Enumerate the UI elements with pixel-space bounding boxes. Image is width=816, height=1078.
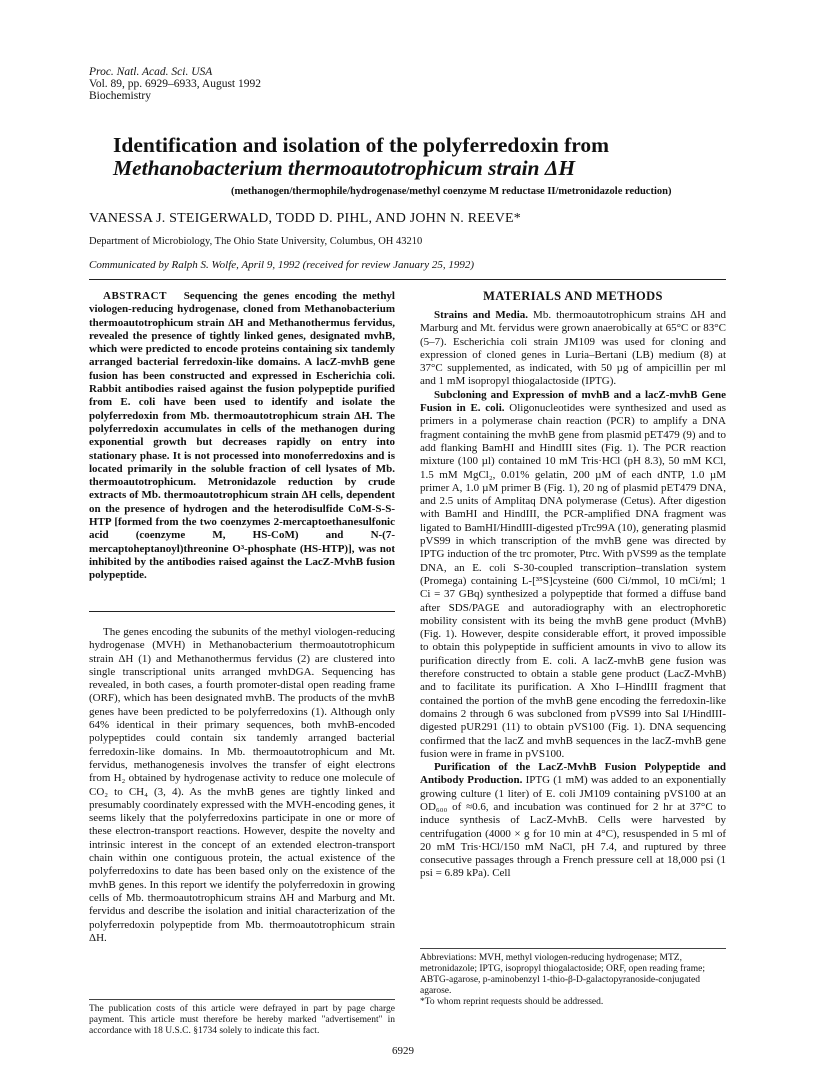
methods-subhead: Subcloning and Expression of mvhB and a lacZ-mvhB Gene Fusion in E. coli. — [420, 388, 726, 415]
methods-paragraph: Subcloning and Expression of mvhB and a lacZ-mvhB Gene Fusion in E. coli. Oligonucleotides were synthesized and used as primers in a polymerase chain reaction (PCR) to amplify a DNA fragment containing the mvhB gene from plasmid pET479 (9) and to add flanking BamHI and HindIII sites (Fig. 1). The PCR reaction mixture (100 µl) contained 10 mM Tris·HCl (pH 8.3), 50 mM KCl, 1.5 mM MgCl₂, 0.01% gelatin, 200 µM of each dNTP, 1.0 µM primer A, 1.0 µM primer B (Fig. 1), 20 ng of plasmid pET479 DNA, and 2.5 units of Amplitaq DNA polymerase (Cetus). After digestion with BamHI and HindIII, the PCR-amplified DNA fragment was ligated to BamHI/HindIII-digested pTrc99A (10), generating plasmid pVS99 in which transcription of the mvhB gene was directed by IPTG induction of the trc promoter, Ptrc. With pVS99 as the template DNA, an E. coli S-30-coupled transcription–translation system (Promega) containing L-[³⁵S]cysteine (600 Ci/mmol, 10 mCi/ml; 1 Ci = 37 GBq) synthesized a polypeptide that formed a diffuse band after SDS/PAGE and autoradiography with an electrophoretic mobility consistent with its being the mvhB gene product (MvhB) (Fig. 1). However, despite considerable effort, it proved impossible to obtain this polypeptide in sufficient amounts in vivo to allow its purification directly from E. coli. A lacZ-mvhB gene fusion was therefore constructed to obtain a stable gene product (LacZ-MvhB) and to facilitate its purification. A Xho I–HindIII fragment that contained the portion of the mvhB gene encoding the ferredoxin-like domains 2 through 6 was subcloned from pVS99 into Sal I/HindIII-digested pUR291 (11) to obtain pVS100 (Fig. 1). DNA sequencing confirmed that the lacZ and mvhB sequences in the lacZ-mvhB gene fusion were in frame in pVS100. — [420, 388, 727, 760]
journal-header — [89, 66, 261, 102]
keywords: (methanogen/thermophile/hydrogenase/methyl coenzyme M reductase II/metronidazole reduction) — [231, 186, 672, 197]
title-line-1: Identification and isolation of the polyferredoxin from — [113, 133, 610, 157]
abbreviations: Abbreviations: MVH, methyl viologen-reducing hydrogenase; MTZ, metronidazole; IPTG, isopropyl thiogalactoside; ORF, open reading frame; ABTG-agarose, p-aminobenzyl 1-thio-β-D-galactopyranoside-conjugated agarose. — [420, 953, 705, 996]
page-number: 6929 — [392, 1045, 414, 1057]
authors: VANESSA J. STEIGERWALD, TODD D. PIHL, AND JOHN N. REEVE* — [89, 211, 521, 226]
methods-paragraph: Strains and Media. Mb. thermoautotrophicum strains ΔH and Marburg and Mt. fervidus were grown anaerobically at 65°C or 83°C (5–7). Escherichia coli strain JM109 was used for cloning and expression of cloned genes in Luria–Bertani (LB) medium (8) at 37°C supplemented, as indicated, with 50 µg of ampicillin per ml and 1 mM isopropyl thiogalactoside (IPTG). — [420, 309, 726, 388]
abbreviations-divider — [420, 948, 726, 949]
methods-heading: MATERIALS AND METHODS — [483, 289, 663, 303]
methods-section — [420, 309, 726, 881]
header-divider — [89, 279, 726, 280]
methods-subhead: Purification of the LacZ-MvhB Fusion Polypeptide and Antibody Production. — [420, 761, 726, 787]
journal-volume: Vol. 89, pp. 6929–6933, August 1992 — [89, 78, 261, 90]
introduction — [89, 626, 395, 945]
communicated-by: Communicated by Ralph S. Wolfe, April 9, 1992 (received for review January 25, 1992) — [89, 259, 475, 271]
abstract-text: Sequencing the genes encoding the methyl viologen-reducing hydrogenase, cloned from Methanobacterium thermoautotrophicum strain ΔH and Methanothermus fervidus, revealed the presence of tightly linked genes, designated mvhB, which were predicted to encode proteins containing six tandemly arranged bacterial ferredoxin-like domains. A lacZ-mvhB gene fusion has been constructed and expressed in Escherichia coli. Rabbit antibodies raised against the fusion polypeptide purified from E. coli have been used to identify and isolate the polyferredoxin from Mb. thermoautotrophicum strain ΔH. The polyferredoxin accumulates in cells of the methanogen during exponential growth but decreases rapidly on entry into stationary phase. It is not processed into monoferredoxins and is located primarily in the soluble fraction of cell lysates of Mb. thermoautotrophicum. Metronidazole reduction by crude extracts of Mb. thermoautotrophicum strain ΔH cells, dependent on the presence of hydrogen and the heterodisulfide CoM-S-S-HTP [formed from the two coenzymes 2-mercaptoethanesulfonic acid (coenzyme M, HS-CoM) and N-(7-mercaptoheptanoyl)threonine O³-phosphate (HS-HTP)], was not inhibited by the antibodies raised against the LacZ-MvhB fusion polypeptide. — [89, 290, 395, 582]
article-title — [113, 134, 733, 180]
title-line-2: Methanobacterium thermoautotrophicum strain ΔH — [113, 156, 576, 180]
methods-subhead: Strains and Media. — [434, 309, 529, 321]
abstract — [89, 290, 395, 583]
journal-section: Biochemistry — [89, 90, 151, 102]
methods-paragraph: Purification of the LacZ-MvhB Fusion Polypeptide and Antibody Production. IPTG (1 mM) was added to an exponentially growing culture (1 liter) of E. coli JM109 containing pVS100 at an OD₆₀₀ of ≈0.6, and incubation was continued for 2 hr at 37°C to induce synthesis of LacZ-MvhB. Cells were harvested by centrifugation (4000 × g for 10 min at 4°C), resuspended in 5 ml of 20 mM Tris·HCl/150 mM NaCl, pH 7.4, and ruptured by three consecutive passages through a French pressure cell at 18,000 psi (1 psi = 6.89 kPa). Cell — [420, 761, 726, 880]
abstract-label: ABSTRACT — [103, 290, 167, 302]
journal-name: Proc. Natl. Acad. Sci. USA — [89, 66, 213, 78]
affiliation: Department of Microbiology, The Ohio State University, Columbus, OH 43210 — [89, 236, 423, 247]
abbreviations-footnote — [420, 953, 726, 1008]
abstract-divider — [89, 611, 395, 612]
footnote-divider — [89, 999, 395, 1000]
publication-footnote: The publication costs of this article were defrayed in part by page charge payment. This article must therefore be hereby marked "advertisement" in accordance with 18 U.S.C. §1734 solely to indicate this fact. — [89, 1004, 395, 1036]
intro-paragraph: The genes encoding the subunits of the methyl viologen-reducing hydrogenase (MVH) in Methanobacterium thermoautotrophicum strain ΔH (1) and Methanothermus fervidus (2) are clustered into single transcriptional units arranged mvhDGA. Sequencing has revealed, in both cases, a fourth promoter-distal open reading frame (ORF), which has been designated mvhB. The products of the mvhB genes have been predicted to be polyferredoxins (1). Although only 64% identical in their primary sequences, both mvhB-encoded polypeptides could contain six tandemly arranged bacterial ferredoxin-like domains. In Mb. thermoautotrophicum and Mt. fervidus, methanogenesis involves the transfer of eight electrons from H₂ obtained by hydrogenase activity to reduce one molecule of CO₂ to CH₄ (3, 4). As the mvhB genes are tightly linked and presumably coordinately expressed with the MVH-encoding genes, it seems likely that the polyferredoxins participate in one or more of these electron-transport reactions. However, despite the novelty and intrinsic interest in the concept of an extended electron-transport chain within one contiguous protein, the actual existence of the polyferredoxins to date has been based only on the existence of the mvhB genes. In this report we identify the polyferredoxin in growing cells of Mb. thermoautotrophicum strains ΔH and Marburg and Mt. fervidus and describe the isolation and initial characterization of the polyferredoxin polypeptide from Mb. thermoautotrophicum strain ΔH. — [89, 626, 395, 944]
reprint-note: *To whom reprint requests should be addressed. — [420, 997, 604, 1007]
